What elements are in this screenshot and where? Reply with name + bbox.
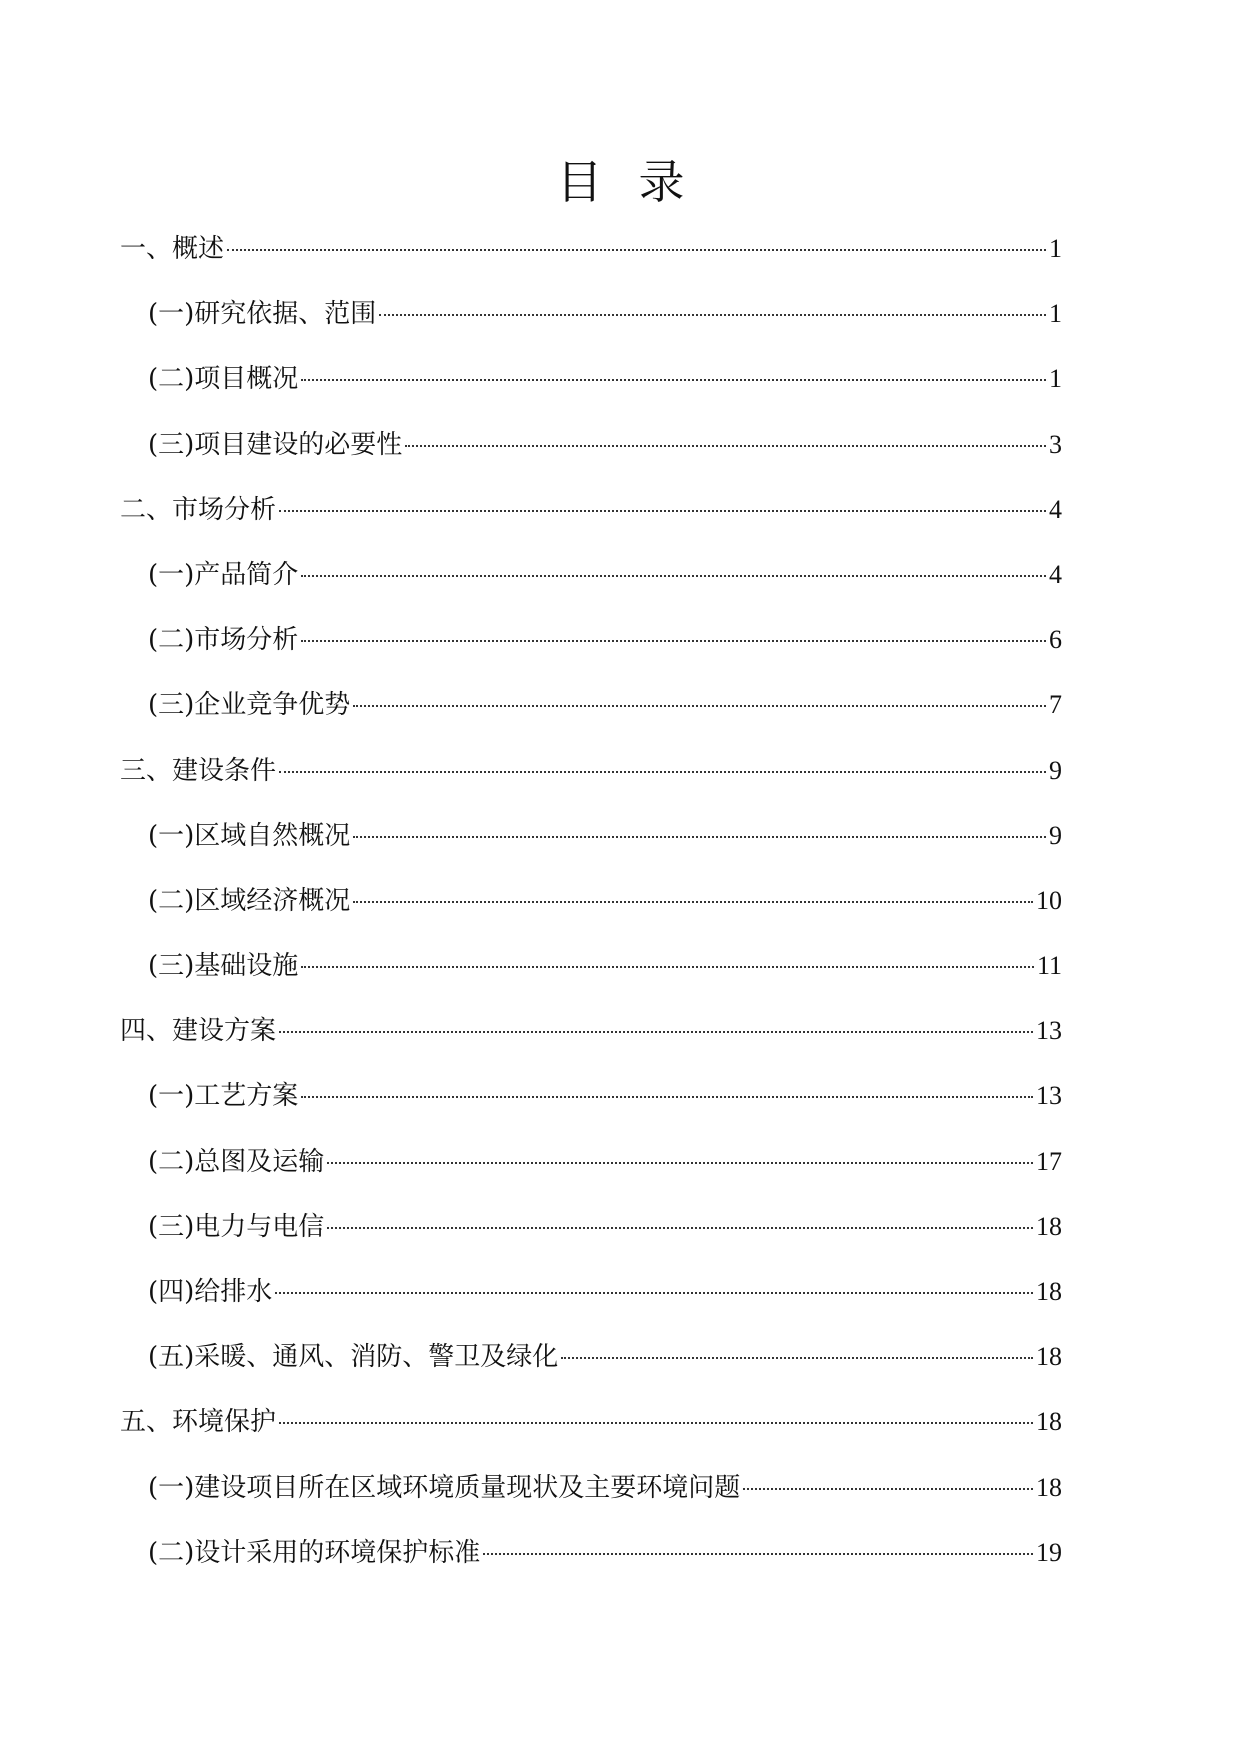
- toc-page-number: 6: [1049, 625, 1062, 655]
- toc-entry-label: (一)研究依据、范围: [148, 299, 377, 330]
- toc-entry-label: (三)项目建设的必要性: [148, 429, 403, 460]
- toc-entry-label: 二、市场分析: [120, 494, 277, 525]
- toc-entry[interactable]: [120, 1008, 1062, 1073]
- dot-leader: [327, 1162, 1033, 1164]
- dot-leader: [227, 249, 1046, 251]
- toc-entry-label: 五、环境保护: [120, 1407, 277, 1438]
- toc-entry[interactable]: [120, 1269, 1062, 1334]
- dot-leader: [561, 1357, 1033, 1359]
- toc-entry-label: (二)设计采用的环境保护标准: [148, 1537, 481, 1568]
- toc-entry-label: (三)电力与电信: [148, 1211, 325, 1242]
- page-title: 目录: [556, 155, 721, 209]
- dot-leader: [301, 966, 1034, 968]
- toc-page-number: 1: [1049, 234, 1062, 263]
- toc-entry[interactable]: [120, 1465, 1062, 1530]
- toc-page-number: 9: [1049, 755, 1062, 785]
- dot-leader: [353, 836, 1046, 838]
- toc-entry-label: (三)企业竞争优势: [148, 690, 351, 721]
- dot-leader: [279, 510, 1046, 512]
- dot-leader: [353, 705, 1046, 707]
- toc-entry[interactable]: [120, 422, 1062, 487]
- dot-leader: [301, 575, 1046, 577]
- toc-entry[interactable]: [120, 226, 1062, 291]
- toc-page-number: 4: [1049, 559, 1062, 589]
- toc-entry[interactable]: [120, 1334, 1062, 1399]
- table-of-contents: [120, 226, 1062, 1595]
- dot-leader: [353, 901, 1033, 903]
- toc-entry-label: (一)产品简介: [148, 559, 299, 590]
- toc-page-number: 9: [1049, 820, 1062, 850]
- toc-entry-label: (二)项目概况: [148, 364, 299, 395]
- toc-entry-label: (四)给排水: [148, 1277, 273, 1307]
- dot-leader: [279, 1031, 1033, 1033]
- toc-entry-label: (三)基础设施: [148, 951, 299, 982]
- dot-leader: [327, 1227, 1033, 1229]
- dot-leader: [301, 1096, 1033, 1098]
- toc-entry[interactable]: [120, 291, 1062, 356]
- toc-entry-label: 三、建设条件: [120, 755, 277, 786]
- toc-entry-label: (一)建设项目所在区域环境质量现状及主要环境问题: [148, 1472, 741, 1503]
- toc-page-number: 11: [1036, 951, 1062, 981]
- toc-entry[interactable]: [120, 1073, 1062, 1138]
- dot-leader: [483, 1553, 1033, 1555]
- toc-page-number: 18: [1036, 1472, 1062, 1502]
- toc-page-number: 7: [1049, 690, 1062, 720]
- toc-page-number: 18: [1036, 1277, 1062, 1306]
- toc-page-number: 18: [1036, 1342, 1062, 1372]
- toc-entry-label: (二)市场分析: [148, 625, 299, 656]
- toc-page-number: 13: [1036, 1081, 1062, 1111]
- toc-entry[interactable]: [120, 552, 1062, 617]
- toc-page-number: 1: [1049, 364, 1062, 394]
- toc-entry-label: (五)采暖、通风、消防、警卫及绿化: [148, 1342, 559, 1373]
- toc-entry-label: 四、建设方案: [120, 1016, 277, 1047]
- dot-leader: [279, 771, 1046, 773]
- toc-entry-label: 一、概述: [120, 234, 225, 264]
- dot-leader: [301, 379, 1046, 381]
- toc-page-number: 13: [1036, 1016, 1062, 1046]
- toc-page-number: 4: [1049, 494, 1062, 524]
- dot-leader: [279, 1422, 1033, 1424]
- toc-entry[interactable]: [120, 1139, 1062, 1204]
- dot-leader: [743, 1488, 1033, 1490]
- toc-entry[interactable]: [120, 1204, 1062, 1269]
- toc-entry[interactable]: [120, 487, 1062, 552]
- toc-entry-label: (一)区域自然概况: [148, 820, 351, 851]
- dot-leader: [275, 1292, 1033, 1294]
- toc-page-number: 18: [1036, 1211, 1062, 1241]
- toc-entry-label: (二)区域经济概况: [148, 885, 351, 916]
- dot-leader: [301, 640, 1046, 642]
- toc-page-number: 17: [1036, 1146, 1062, 1176]
- toc-entry-label: (一)工艺方案: [148, 1081, 299, 1112]
- toc-entry[interactable]: [120, 356, 1062, 421]
- toc-page-number: 3: [1049, 429, 1062, 459]
- dot-leader: [379, 314, 1046, 316]
- toc-entry[interactable]: [120, 813, 1062, 878]
- toc-page-number: 1: [1049, 299, 1062, 329]
- toc-entry[interactable]: [120, 682, 1062, 747]
- toc-page-number: 18: [1036, 1407, 1062, 1437]
- toc-page-number: 19: [1036, 1537, 1062, 1567]
- toc-entry[interactable]: [120, 617, 1062, 682]
- toc-entry[interactable]: [120, 748, 1062, 813]
- toc-entry[interactable]: [120, 878, 1062, 943]
- dot-leader: [405, 445, 1046, 447]
- toc-entry[interactable]: [120, 1530, 1062, 1595]
- toc-page-number: 10: [1036, 885, 1062, 915]
- toc-entry-label: (二)总图及运输: [148, 1146, 325, 1177]
- toc-entry[interactable]: [120, 943, 1062, 1008]
- toc-entry[interactable]: [120, 1399, 1062, 1464]
